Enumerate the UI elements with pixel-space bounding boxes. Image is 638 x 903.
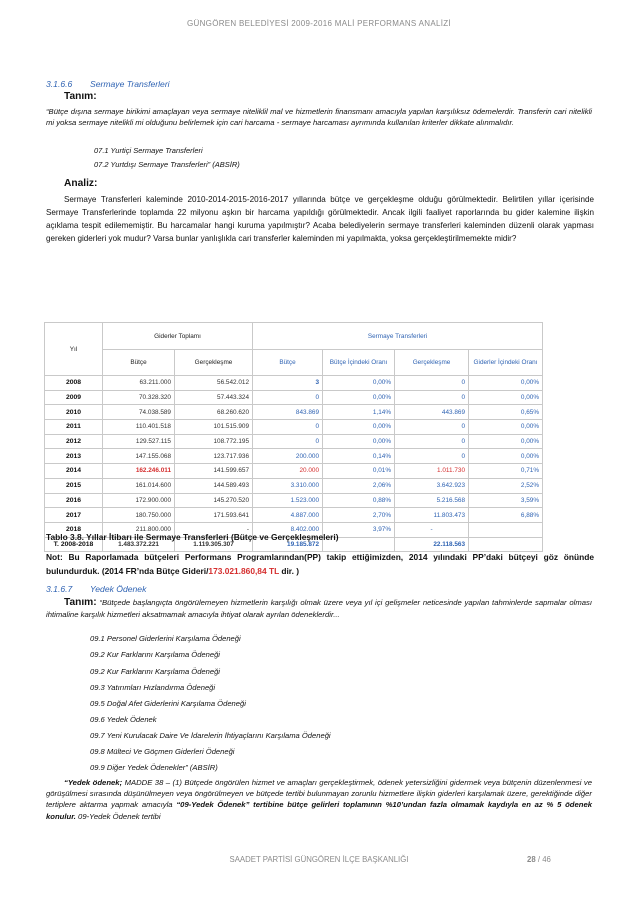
cell: 843.869 <box>253 405 323 420</box>
list-item: 07.2 Yurtdışı Sermaye Transferleri” (ABSİR) <box>94 160 240 169</box>
cell: 22.118.563 <box>395 537 469 552</box>
section-heading-yedek <box>46 584 147 594</box>
cell: 141.599.657 <box>175 464 253 479</box>
cell-year: 2012 <box>45 434 103 449</box>
cell: 145.270.520 <box>175 493 253 508</box>
table-row <box>45 434 543 449</box>
cell: 0,01% <box>323 464 395 479</box>
cell: 3 <box>253 376 323 391</box>
table-row <box>45 508 543 523</box>
cell: 123.717.936 <box>175 449 253 464</box>
section-number: 3.1.6.7 <box>46 584 73 594</box>
cell: 0,00% <box>323 376 395 391</box>
list-item: 09.9 Diğer Yedek Ödenekler” (ABSİR) <box>90 763 218 772</box>
cell: 1.483.372.221 <box>103 537 175 552</box>
cell: - <box>175 522 253 537</box>
header-sermaye: Sermaye Transferleri <box>253 323 543 350</box>
cell: 74.038.589 <box>103 405 175 420</box>
cell: 2,52% <box>469 478 543 493</box>
cell: 57.443.324 <box>175 390 253 405</box>
cell: 3,59% <box>469 493 543 508</box>
table-caption: Tablo 3.8. Yıllar İtibarı ile Sermaye Transferleri (Bütçe ve Gerçekleşmeleri) <box>46 532 339 542</box>
cell: 20.000 <box>253 464 323 479</box>
cell: 8.402.000 <box>253 522 323 537</box>
cell: 110.401.518 <box>103 420 175 435</box>
cell-year: 2015 <box>45 478 103 493</box>
cell: 1.011.730 <box>395 464 469 479</box>
cell: 0,88% <box>323 493 395 508</box>
cell: 11.803.473 <box>395 508 469 523</box>
cell: 161.014.600 <box>103 478 175 493</box>
cell: 180.750.000 <box>103 508 175 523</box>
subheader: Bütçe İçindeki Oranı <box>323 350 395 376</box>
section-number: 3.1.6.6 <box>46 79 73 89</box>
cell: 0,00% <box>469 434 543 449</box>
cell: 63.211.000 <box>103 376 175 391</box>
cell: 0,00% <box>469 420 543 435</box>
cell: 162.246.011 <box>103 464 175 479</box>
cell-year: 2018 <box>45 522 103 537</box>
cell: 0 <box>253 420 323 435</box>
law-bold-intro: “Yedek ödenek; <box>64 778 123 787</box>
cell: 5.216.568 <box>395 493 469 508</box>
cell: 0,00% <box>469 376 543 391</box>
subheader: Bütçe <box>253 350 323 376</box>
cell: 1,14% <box>323 405 395 420</box>
cell: 2,06% <box>323 478 395 493</box>
table-row <box>45 478 543 493</box>
cell: 68.260.620 <box>175 405 253 420</box>
list-item: 09.6 Yedek Ödenek <box>90 715 157 724</box>
table-row <box>45 390 543 405</box>
table-row <box>45 376 543 391</box>
cell: 0,71% <box>469 464 543 479</box>
table-row <box>45 405 543 420</box>
note-text: Not: Bu Raporlamada bütçeleri Performans Programlarından(PP) takip ettiğimizden, 2014 yılındaki PP’daki bütçeyi göz önünde bulundurduk. (2014 FR’nda Bütçe Gideri/ <box>46 552 594 576</box>
cell-year: 2014 <box>45 464 103 479</box>
cell: 19.185.872 <box>253 537 323 552</box>
cell: 147.155.068 <box>103 449 175 464</box>
sermaye-table <box>44 322 543 552</box>
cell-year: 2013 <box>45 449 103 464</box>
cell: 211.800.000 <box>103 522 175 537</box>
page-header: GÜNGÖREN BELEDİYESİ 2009-2016 MALİ PERFORMANS ANALİZİ <box>187 19 451 28</box>
cell: 0 <box>253 434 323 449</box>
cell: 144.589.493 <box>175 478 253 493</box>
cell: 0 <box>395 434 469 449</box>
tanim-paragraph <box>46 597 592 621</box>
section-heading-sermaye <box>46 79 170 89</box>
subheader: Gerçekleşme <box>175 350 253 376</box>
subheader: Gerçekleşme <box>395 350 469 376</box>
note-paragraph <box>46 550 594 578</box>
cell: 6,88% <box>469 508 543 523</box>
list-item: 09.8 Mülteci Ve Göçmen Giderleri Ödeneği <box>90 747 235 756</box>
cell: 0,00% <box>469 449 543 464</box>
cell: 0 <box>253 390 323 405</box>
header-yil: Yıl <box>45 323 103 376</box>
cell: 4.887.000 <box>253 508 323 523</box>
cell: 0,00% <box>323 420 395 435</box>
cell: 0,00% <box>323 390 395 405</box>
cell: 0,00% <box>469 390 543 405</box>
subheader: Giderler İçindeki Oranı <box>469 350 543 376</box>
cell-year: 2010 <box>45 405 103 420</box>
cell-year: 2011 <box>45 420 103 435</box>
cell-year: 2016 <box>45 493 103 508</box>
cell: 443.869 <box>395 405 469 420</box>
table-row <box>45 464 543 479</box>
law-bold-rule: “09-Yedek Ödenek” tertibine bütçe gelirleri toplamının %10’undan fazla olmamak kaydıyla en az % 5 ödenek konulur. <box>46 800 592 821</box>
cell: 172.900.000 <box>103 493 175 508</box>
analiz-label: Analiz: <box>64 178 98 189</box>
cell-year: 2008 <box>45 376 103 391</box>
header-giderler: Giderler Toplamı <box>103 323 253 350</box>
list-item: 09.2 Kur Farklarını Karşılama Ödeneği <box>90 650 220 659</box>
cell-year: 2017 <box>45 508 103 523</box>
cell: 0 <box>395 449 469 464</box>
page-number: 28 / 46 <box>527 855 551 864</box>
cell: 1.119.305.307 <box>175 537 253 552</box>
cell: 171.593.641 <box>175 508 253 523</box>
table-row <box>45 420 543 435</box>
cell: 101.515.909 <box>175 420 253 435</box>
table-row <box>45 493 543 508</box>
list-item: 09.3 Yatırımları Hızlandırma Ödeneği <box>90 683 216 692</box>
law-text: MADDE 38 – (1) Bütçede öngörülen hizmet ve amaçları gerçekleştirmek, ödenek yetersizliğini gidermek veya bütçenin düzenlenmesi ve görüşülmesi sırasında düşünülmeyen veya öngörülmeyen ve bütçede tertibi bulunmayan zorunlu hizmetlere ilişkin giderleri karşılamak üzere, gerektiğinde diğer tertiplere aktarma yapmak amacıyla <box>46 778 592 810</box>
cell-year: 2009 <box>45 390 103 405</box>
cell: 0 <box>395 390 469 405</box>
table-row <box>45 449 543 464</box>
cell-year: T. 2008-2018 <box>45 537 103 552</box>
footer-text: SAADET PARTİSİ GÜNGÖREN İLÇE BAŞKANLIĞI <box>229 855 409 864</box>
note-text-end: dir. ) <box>279 566 300 576</box>
cell: 3,97% <box>323 522 395 537</box>
list-item: 07.1 Yurtiçi Sermaye Transferleri <box>94 146 203 155</box>
current-page: 28 <box>527 855 536 864</box>
list-item: 09.7 Yeni Kurulacak Daire Ve İdarelerin İhtiyaçlarını Karşılama Ödeneği <box>90 731 331 740</box>
subheader: Bütçe <box>103 350 175 376</box>
section-title: Sermaye Transferleri <box>90 79 170 89</box>
section-title: Yedek Ödenek <box>90 584 147 594</box>
cell: 3.642.923 <box>395 478 469 493</box>
note-amount: 173.021.860,84 TL <box>208 566 280 576</box>
tanim-text: “Bütçede başlangıçta öngörülemeyen hizmetlerin karşılığı olmak üzere veya yıl içi gelişmeler neticesinde yapılan tahminlerde sapmalar olması ihtimaline karşılık hizmetleri aksatmamak amacıyla ihtiyat olarak ayrılan ödeneklerdir... <box>46 598 593 619</box>
cell: 70.328.320 <box>103 390 175 405</box>
cell: 0,00% <box>323 434 395 449</box>
cell: 0 <box>395 376 469 391</box>
total-pages: 46 <box>542 855 551 864</box>
law-text-end: 09-Yedek Ödenek tertibi <box>75 811 161 821</box>
cell: 56.542.012 <box>175 376 253 391</box>
cell: 3.310.000 <box>253 478 323 493</box>
list-item: 09.2 Kur Farklarını Karşılama Ödeneği <box>90 667 220 676</box>
tanim-label: Tanım: <box>64 91 97 102</box>
cell: 129.527.115 <box>103 434 175 449</box>
cell <box>469 522 543 537</box>
cell: 2,70% <box>323 508 395 523</box>
cell: - <box>395 522 469 537</box>
cell: 0 <box>395 420 469 435</box>
cell: 200.000 <box>253 449 323 464</box>
cell: 0,65% <box>469 405 543 420</box>
list-item: 09.1 Personel Giderlerini Karşılama Ödeneği <box>90 634 241 643</box>
tanim-label: Tanım: <box>64 597 97 608</box>
law-paragraph <box>46 777 592 822</box>
list-item: 09.5 Doğal Afet Giderlerini Karşılama Ödeneği <box>90 699 246 708</box>
tanim-text: “Bütçe dışına sermaye birikimi amaçlayan veya sermaye niteliklil mal ve hizmetlerin finansmanı amacıyla yapılan karşılıksız ödemelerdir. Transferin cari nitelikli mi yoksa sermaye nitelikli mi olduğunu belirlemek için cari harcama - sermaye harcaması ayrımında kullanılan kriterler dikkate alınmalıdır. <box>46 107 592 128</box>
cell: 108.772.195 <box>175 434 253 449</box>
cell: 1.523.000 <box>253 493 323 508</box>
analiz-text: Sermaye Transferleri kaleminde 2010-2014-2015-2016-2017 yıllarında bütçe ve gerçekleşme olduğu görülmektedir. Belirtilen yıllar içerisinde Sermaye Transferlerinde toplamda 22 milyonu aşkın bir harcama yapıldığı görülmektedir. Ancak ilgili faaliyet raporlarında bu gider kalemine ilişkin açıklama tespit edilememiştir. Bu harcamalar hangi kuruma yapılmıştır? Acaba belediyelerin sermaye transferleri kaleminden düzenli olarak yapması gereken giderleri yok mudur? Varsa bunlar yanlışlıkla cari transferler kaleminden mi yapılmakta, yoksa gerçekleştirilmemekte midir? <box>46 195 594 243</box>
cell: 0,14% <box>323 449 395 464</box>
